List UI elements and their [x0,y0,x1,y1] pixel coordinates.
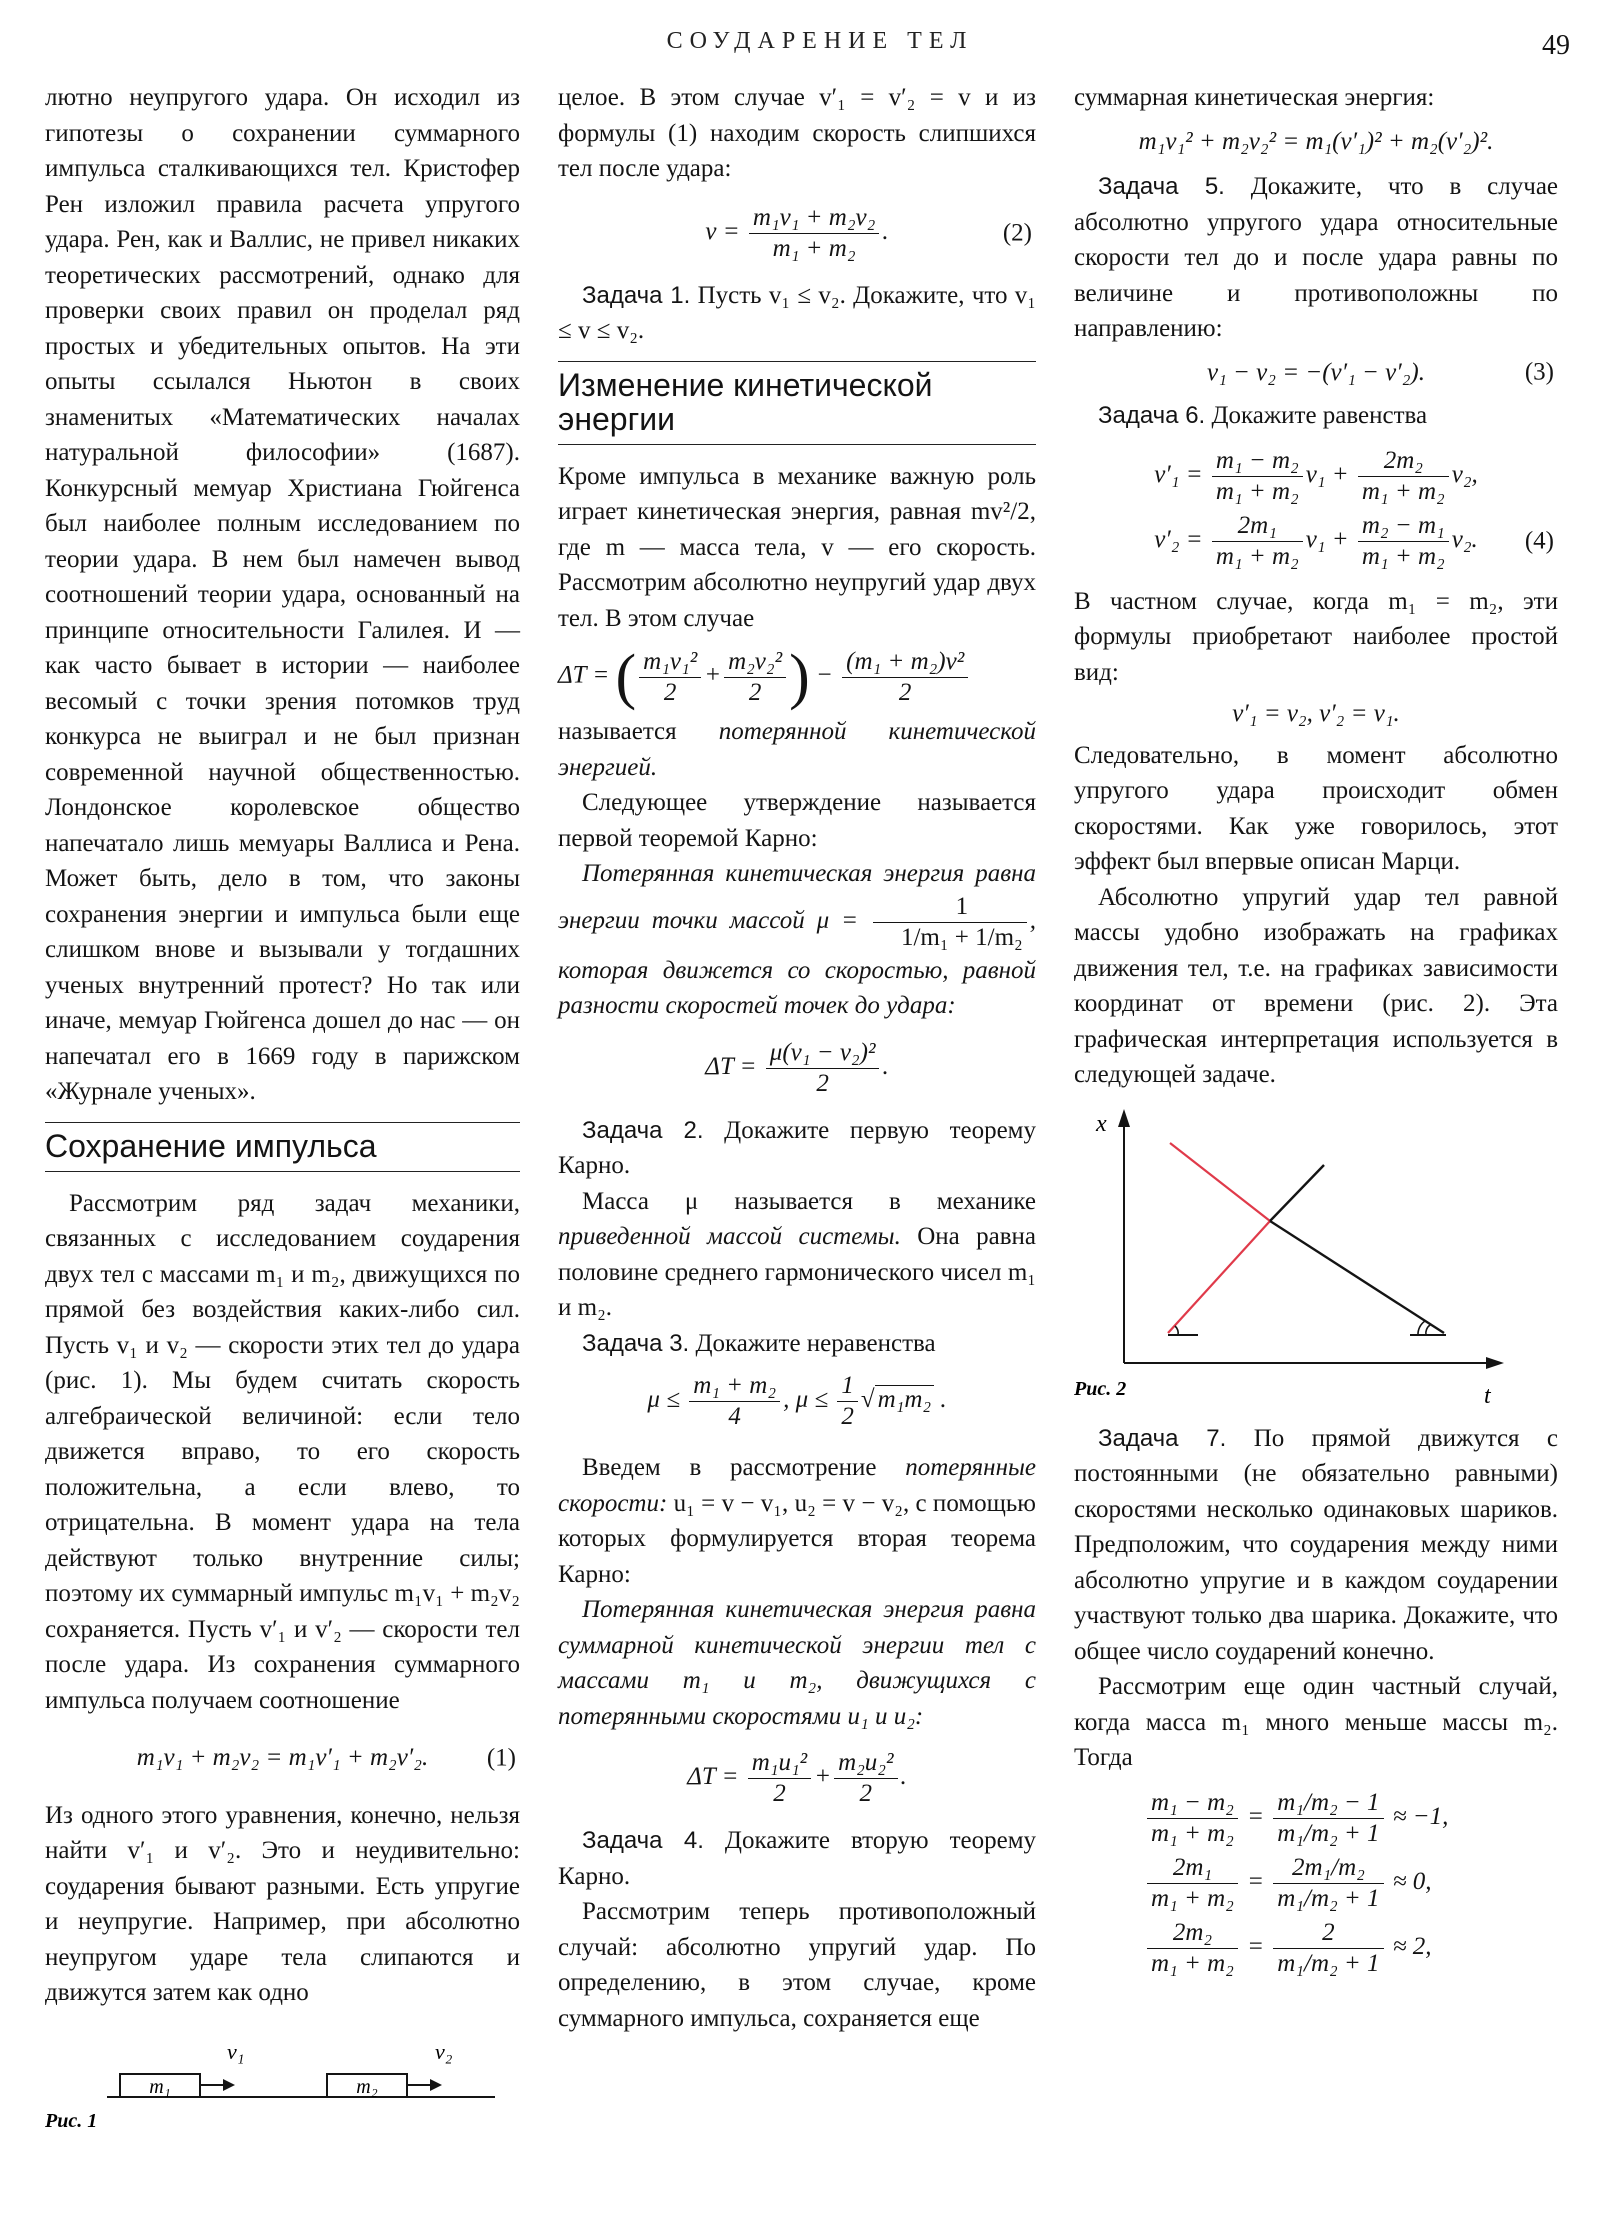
equation-1-body: m₁v₁ + m₂v₂ = m₁v′₁ + m₂v′₂. [136,1744,429,1771]
theorem-1-text-cont: , которая движется со скоростью, равной разности скоростей точек до удара: [558,906,1037,1019]
term-reduced-mass: приведенной массой системы. [558,1223,901,1250]
denominator: m₁ + m₂ [1361,542,1445,570]
limit-result: ≈ −1, [1392,1802,1449,1830]
numerator: 1 [873,892,1027,923]
fraction [1147,1853,1238,1914]
text: называется [558,718,677,745]
denominator: m₁ + m₂ [1215,477,1299,505]
fraction [1273,1918,1383,1979]
theorem-2-equation: ΔT = $\frac{\text{m₁u₁²}}{2}$ + $\frac{\text{m₂u₂²}}{2}$ . [687,1749,907,1807]
inequalities: μ ≤ $\frac{\text{m₁ + m₂}}{4}$ , μ ≤ $\frac{1}{2}$ √ m₁m₂ . [647,1372,947,1430]
numerator: m₁ − m₂ [1147,1788,1238,1819]
numerator: m₁ − m₂ [1212,446,1303,477]
denominator: m₁/m₂ + 1 [1277,1884,1380,1912]
lost-energy-equation: ΔT = ( $\frac{\text{m₁v₁²}}{2}$ + $\frac{\text{m₂v₂²}}{2}$ ) − $\frac{\text{(m₁ + m₂)v²}}{2}$ [558,646,1036,708]
numerator: μ(v₁ − v₂)² [766,1038,880,1069]
equation-number: (3) [1524,358,1554,386]
x-axis-label: x [1096,1110,1107,1137]
fraction [689,1371,780,1432]
equation-end: v₂. [1451,525,1478,553]
task-1-text: Пусть v₁ ≤ v₂. Докажите, что v₁ ≤ v ≤ v₂. [558,281,1037,344]
equation-number: (2) [1002,219,1032,247]
fraction [842,647,968,708]
text: Она равна половине среднего гармонического чисел m₁ и m₂. [558,1223,1037,1321]
text: u₁ = v − v₁, u₂ = v − v₂, с помощью которых формулируется вторая теорема Карно: [558,1489,1036,1588]
denominator: 2 [748,678,762,706]
paragraph: Рассмотрим еще один частный случай, когда масса m₁ много меньше массы m₂. Тогда [1074,1673,1558,1771]
equation-lhs: ΔT = [687,1763,739,1791]
equation-2: v = $\frac{\text{m₁v₁ + m₂v₂}}{\text{m₁ + m₂}}$ . (2) [705,203,1032,262]
numerator: m₁v₁² [639,647,701,678]
velocity-swap-equation: v′₁ = v₂, v′₂ = v₁. [1232,700,1400,727]
numerator: 2m₁/m₂ [1273,1853,1383,1884]
equation-4b [1074,511,1558,572]
denominator: 2 [841,1403,854,1430]
numerator: m₂v₂² [724,647,786,678]
denominator: 2 [898,678,912,706]
column-3 [1074,80,1558,1983]
paragraph: Абсолютно упругий удар тел равной массы удобно изображать на графиках движения тел, т.е. на графиках зависимости координат от времени (рис. 2). Эта графическая интерпретация используется в следующей задаче. [1074,883,1558,1088]
mu-lhs: μ = [816,906,858,934]
text: Введем в рассмотрение [582,1454,877,1481]
task-3-label: Задача 3. [582,1329,690,1357]
task-7-label: Задача 7. [1098,1424,1227,1452]
task-1-label: Задача 1. [582,281,691,309]
equation-2-lhs: v = [705,217,740,245]
text: Масса μ называется в механике [582,1187,1036,1215]
task-3-text: Докажите неравенства [695,1329,936,1357]
fraction [837,1371,858,1432]
denominator: m₁ + m₂ [772,234,856,262]
worldline-1-before [1168,1221,1270,1333]
limit-result: ≈ 0, [1392,1867,1432,1895]
task-6-label: Задача 6. [1098,402,1206,429]
task-4-text: Докажите вторую теорему Карно. [558,1827,1037,1890]
figure-1 [45,2019,520,2129]
arrowhead-1 [223,2079,235,2091]
task-4-label: Задача 4. [582,1827,704,1854]
paragraph: Из одного этого уравнения, конечно, нельзя найти v′₁ и v′₂. Это и неудивительно: соударения бывают разными. Есть упругие и неупругие. Например, при абсолютно неупругом ударе тела слипаются и движутся затем как одно [45,1801,520,2006]
energy-conservation-equation: m₁v₁² + m₂v₂² = m₁(v′₁)² + m₂(v′₂)². [1138,127,1494,155]
numerator: m₁v₁ + m₂v₂ [749,203,879,234]
task-6-text: Докажите равенства [1211,402,1428,429]
denominator: 2 [773,1780,786,1807]
denominator: 2 [663,678,677,706]
t-axis-label: t [1484,1382,1491,1403]
x-axis-arrow [1118,1109,1130,1127]
fraction [748,1748,811,1809]
theorem-2-text: Потерянная кинетическая энергия равна суммарной кинетической энергии тел с массами m₁ и m₂, движущихся с потерянными скоростями u₁ и u₂: [558,1596,1036,1730]
fraction [724,647,786,708]
denominator: m₁ + m₂ [1151,1949,1234,1977]
task-5-text: Докажите, что в случае абсолютно упругого удара относительные скорости тел до и после удара равны по величине и противоположны по направлению: [1074,173,1559,342]
numerator: 2m₂ [1358,446,1449,477]
paragraph: Следующее утверждение называется первой теоремой Карно: [558,789,1036,852]
denominator: m₁ + m₂ [1215,542,1299,570]
numerator: 2m₁ [1147,1853,1238,1884]
fraction [1212,446,1303,507]
page-number: 49 [1542,30,1570,61]
denominator: 2 [816,1069,829,1097]
body-1-label: m₁ [149,2075,171,2098]
fraction [1358,446,1449,507]
equation-lhs: ΔT = [558,661,610,689]
velocity-label-2: v₂ [435,2038,453,2064]
limit-equation-1: $\frac{\text{m₁ − m₂}}{\text{m₁ + m₂}}$ = $\frac{\text{m₁/m₂ − 1}}{\text{m₁/m₂ + 1}}$ ≈ −1, [1074,1788,1558,1849]
fraction [749,203,879,264]
equation-lhs: ΔT = [705,1052,757,1080]
denominator: m₁ + m₂ [1151,1884,1234,1912]
task-2-text: Докажите первую теорему Карно. [558,1116,1037,1179]
equation-end: v₂, [1451,460,1478,488]
denominator: 2 [859,1780,873,1807]
equation-mid: v₁ + [1305,460,1349,488]
equation-3 [1074,355,1558,391]
numerator: 2m₁ [1212,511,1303,542]
paragraph: В частном случае, когда m₁ = m₂, эти формулы приобретают наиболее простой вид: [1074,587,1558,686]
fraction [873,892,1027,953]
denominator: 4 [728,1403,741,1430]
term-lost-velocities: потерянные скорости: [558,1454,1037,1517]
sqrt-radicand: m₁m₂ [875,1385,935,1413]
running-head: СОУДАРЕНИЕ ТЕЛ [666,28,974,54]
fraction [1147,1788,1238,1849]
column-1 [45,80,520,2129]
figure-1-caption: Рис. 1 [45,2109,98,2129]
worldline-2-before [1270,1221,1444,1333]
task-7-text: По прямой движутся с постоянными (не обязательно равными) скоростями несколько одинаковых шариков. Предположим, что соударения между ними абсолютно упругие и в каждом соударении участвуют только два шарика. Докажите, что общее число соударений конечно. [1074,1424,1559,1665]
equation-3-body: v₁ − v₂ = −(v′₁ − v′₂). [1207,358,1425,386]
paragraph: целое. В этом случае v′₁ = v′₂ = v и из формулы (1) находим скорость слипшихся тел после удара: [558,84,1036,182]
fraction [766,1038,880,1099]
fraction [1358,511,1449,572]
figure-2-caption: Рис. 2 [1074,1377,1127,1400]
denominator: m₁/m₂ + 1 [1277,1819,1380,1847]
numerator: m₂ − m₁ [1358,511,1449,542]
equation-1 [45,1740,520,1776]
velocity-label-1: v₁ [227,2038,245,2064]
term-lost-energy: потерянной кинетической энергией. [558,718,1036,781]
angle-arc-1 [1175,1326,1178,1335]
fraction [834,1748,897,1809]
arrowhead-2 [430,2079,442,2091]
equation-lhs: v′₂ = [1154,525,1203,553]
limit-result: ≈ 2, [1392,1932,1432,1960]
angle-arc-2-outer [1418,1321,1425,1335]
numerator: 2 [1273,1918,1383,1949]
numerator: (m₁ + m₂)v² [842,647,968,678]
column-2 [558,80,1036,2036]
denominator: m₁ + m₂ [1361,477,1445,505]
equation-mid: v₁ + [1305,525,1349,553]
numerator: m₁/m₂ − 1 [1273,1788,1383,1819]
task-2-label: Задача 2. [582,1116,704,1144]
equation-4a [1074,446,1558,507]
section-heading-momentum: Сохранение импульса [45,1122,520,1172]
denominator: m₁/m₂ + 1 [1277,1949,1380,1977]
numerator: 2m₂ [1147,1918,1238,1949]
equation-number: (4) [1524,527,1554,555]
equation-number: (1) [486,1744,516,1771]
ineq-mid: , μ ≤ [783,1386,829,1414]
theorem-1-text: Потерянная кинетическая энергия равна энергии точки массой [558,860,1036,934]
paragraph: Кроме импульса в механике важную роль играет кинетическая энергия, равная mv²/2, где m — масса тела, v — его скорость. Рассмотрим абсолютно неупругий удар двух тел. В этом случае [558,462,1036,632]
task-5-label: Задача 5. [1098,173,1225,200]
paragraph: Рассмотрим ряд задач механики, связанных с исследованием соударения двух тел с массами m₁ и m₂, движущихся по прямой без воздействия каких-либо сил. Пусть v₁ и v₂ — скорости этих тел до удара (рис. 1). Мы будем считать скорость алгебраической величиной: если тело движется вправо, то его скорость положительна, а если влево, то отрицательна. В момент удара на тела действуют только внутренние силы; поэтому их суммарный импульс m₁v₁ + m₂v₂ сохраняется. Пусть v′₁ и v′₂ — скорости тел после удара. Из сохранения суммарного импульса получаем соотношение [45,1189,520,1714]
denominator: 1/m₁ + 1/m₂ [900,923,1023,951]
paragraph: суммарная кинетическая энергия: [1074,84,1435,111]
numerator: m₂u₂² [834,1748,897,1779]
theorem-1-equation: ΔT = $\frac{\text{μ(v₁ − v₂)²}}{2}$ . [705,1038,889,1097]
fraction [1147,1918,1238,1979]
fraction [1273,1853,1383,1914]
figure-2 [1074,1103,1558,1403]
t-axis-arrow [1486,1357,1504,1369]
body-2-label: m₂ [356,2075,378,2098]
numerator: 1 [837,1371,858,1402]
angle-arc-2 [1426,1325,1430,1335]
paragraph: лютно неупругого удара. Он исходил из гипотезы о сохранении суммарного импульса сталкивающихся тел. Кристофер Рен изложил правила расчета упругого удара. Рен, как и Валлис, не привел никаких теоретических рассмотрений, однако для проверки своих правил он проделал ряд простых и убедительных опытов. На эти опыты ссылался Ньютон в своих знаменитых «Математических началах натуральной философии» (1687). Конкурсный мемуар Христиана Гюйгенса был наиболее полным исследованием по теории удара. В нем был намечен вывод соотношений теории удара, основанный на принципе относительности Галилея. И — как часто бывает в истории — наиболее весомый с точки зрения потомков труд конкурса не выиграл и не был признан современной научной общественностью. Лондонское королевское общество напечатало лишь мемуары Валлиса и Рена. Может быть, дело в том, что законы сохранения энергии и импульса были еще слишком внове и вызывали у тогдашних ученых внутренний протест? Но так или иначе, мемуар Гюйгенса дошел до нас — он напечатал его в 1669 году в парижском «Журнале ученых». [45,84,520,1105]
fraction [1273,1788,1383,1849]
fraction [1212,511,1303,572]
limit-equation-3: $\frac{\text{2m₂}}{\text{m₁ + m₂}}$ = $\frac{2}{\text{m₁/m₂ + 1}}$ ≈ 2, [1074,1918,1558,1979]
worldline-2-after [1270,1165,1324,1221]
section-heading-kinetic-energy: Изменение кинетической энергии [558,361,1036,445]
worldline-1-after [1170,1143,1270,1221]
ineq-lhs: μ ≤ [647,1386,680,1414]
denominator: m₁ + m₂ [1151,1819,1234,1847]
paragraph: Рассмотрим теперь противоположный случай: абсолютно упругий удар. По определению, в этом случае, кроме суммарного импульса, сохраняется еще [558,1898,1036,2032]
paragraph: Следовательно, в момент абсолютно упругого удара происходит обмен скоростями. Как уже говорилось, этот эффект был впервые описан Марци. [1074,741,1558,875]
fraction [639,647,701,708]
numerator: m₁u₁² [748,1748,811,1779]
numerator: m₁ + m₂ [689,1371,780,1402]
limit-equation-2: $\frac{\text{2m₁}}{\text{m₁ + m₂}}$ = $\frac{\text{2m₁/m₂}}{\text{m₁/m₂ + 1}}$ ≈ 0, [1074,1853,1558,1914]
equation-lhs: v′₁ = [1154,460,1203,488]
